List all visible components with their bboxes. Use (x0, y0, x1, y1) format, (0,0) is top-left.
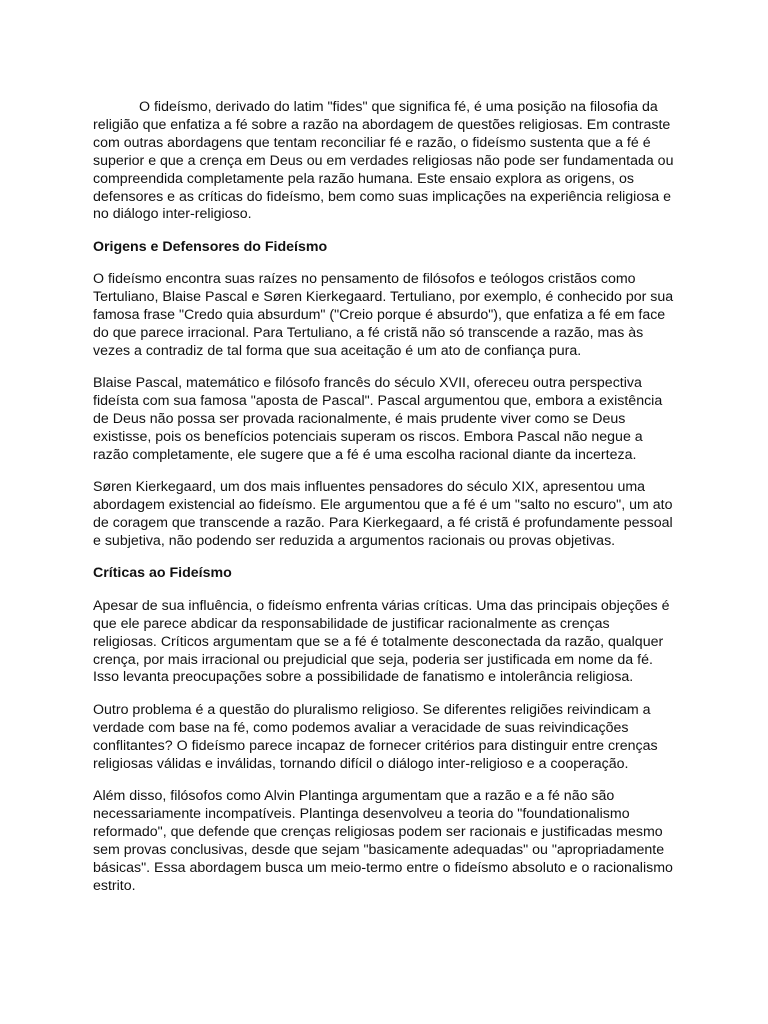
document-page (93, 99, 675, 910)
body-paragraph: Além disso, filósofos como Alvin Plantinga argumentam que a razão e a fé não são necessariamente incompatíveis. Plantinga desenvolveu a teoria do "foundationalismo reformado", que defende que crenças religiosas podem ser racionais e justificadas mesmo sem provas conclusivas, desde que sejam "basicamente adequadas" ou "apropriadamente básicas". Essa abordagem busca um meio-termo entre o fideísmo absoluto e o racionalismo estrito. (93, 788, 673, 894)
body-paragraph: O fideísmo encontra suas raízes no pensamento de filósofos e teólogos cristãos como Tertuliano, Blaise Pascal e Søren Kierkegaard. Tertuliano, por exemplo, é conhecido por sua famosa frase "Credo quia absurdum" ("Creio porque é absurdo"), que enfatiza a fé em face do que parece irracional. Para Tertuliano, a fé cristã não só transcende a razão, mas às vezes a contradiz de tal forma que sua aceitação é um ato de confiança pura. (93, 271, 674, 359)
body-paragraph: Apesar de sua influência, o fideísmo enfrenta várias críticas. Uma das principais objeções é que ele parece abdicar da responsabilidade de justificar racionalmente as crenças religiosas. Críticos argumentam que se a fé é totalmente desconectada da razão, qualquer crença, por mais irracional ou prejudicial que seja, poderia ser justificada em nome da fé. Isso levanta preocupações sobre a possibilidade de fanatismo e intolerância religiosa. (93, 597, 670, 686)
section-heading: Críticas ao Fideísmo (93, 565, 232, 582)
section-heading: Origens e Defensores do Fideísmo (93, 238, 328, 255)
intro-paragraph: O fideísmo, derivado do latim "fides" que significa fé, é uma posição na filosofia da religião que enfatiza a fé sobre a razão na abordagem de questões religiosas. Em contraste com outras abordagens que tentam reconciliar fé e razão, o fideísmo sustenta que a fé é superior e que a crença em Deus ou em verdades religiosas não pode ser fundamentada ou compreendida completamente pela razão humana. Este ensaio explora as origens, os defensores e as críticas do fideísmo, bem como suas implicações na experiência religiosa e no diálogo inter-religioso. (93, 99, 674, 223)
body-paragraph: Søren Kierkegaard, um dos mais influentes pensadores do século XIX, apresentou uma abordagem existencial ao fideísmo. Ele argumentou que a fé é um "salto no escuro", um ato de coragem que transcende a razão. Para Kierkegaard, a fé cristã é profundamente pessoal e subjetiva, não podendo ser reduzida a argumentos racionais ou provas objetivas. (93, 479, 673, 550)
body-paragraph: Outro problema é a questão do pluralismo religioso. Se diferentes religiões reivindicam a verdade com base na fé, como podemos avaliar a veracidade de suas reivindicações conflitantes? O fideísmo parece incapaz de fornecer critérios para distinguir entre crenças religiosas válidas e inválidas, tornando difícil o diálogo inter-religioso e a cooperação. (93, 701, 658, 772)
body-paragraph: Blaise Pascal, matemático e filósofo francês do século XVII, ofereceu outra perspectiva fideísta com sua famosa "aposta de Pascal". Pascal argumentou que, embora a existência de Deus não possa ser provada racionalmente, é mais prudente viver como se Deus existisse, pois os benefícios potenciais superam os riscos. Embora Pascal não negue a razão completamente, ele sugere que a fé é uma escolha racional diante da incerteza. (93, 375, 663, 463)
